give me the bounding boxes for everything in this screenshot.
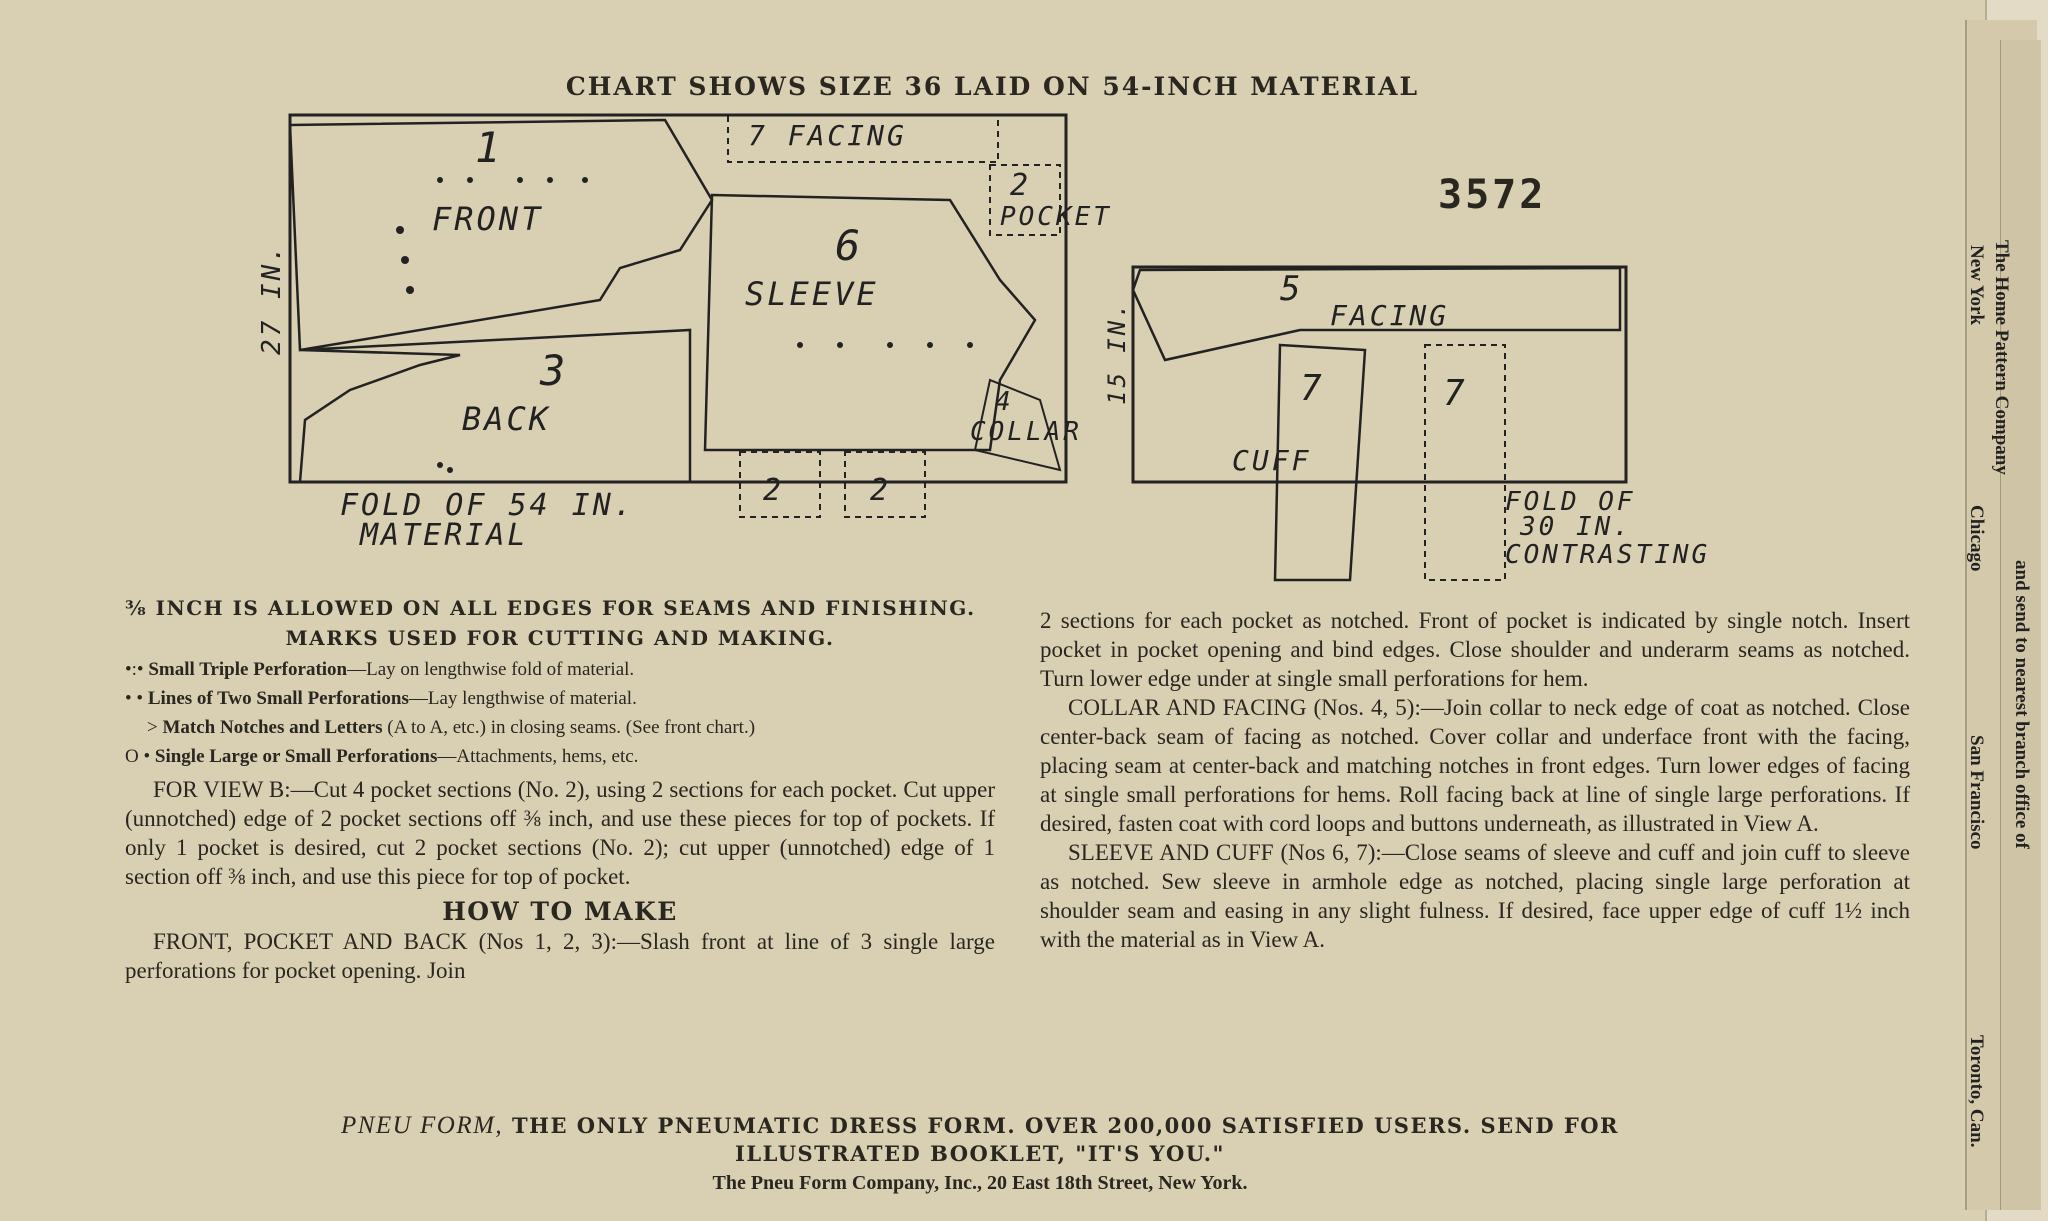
pocket-2a-number: 2	[763, 473, 785, 508]
flap-city-san-francisco: San Francisco	[1966, 735, 1987, 850]
chart-title: CHART SHOWS SIZE 36 LAID ON 54-INCH MATERIAL	[565, 72, 1420, 101]
pocket-continued: 2 sections for each pocket as notched. Front of pocket is indicated by single notch. Insert pocket in pocket opening and bind edges. Close shoulder and underarm seams as notched. Turn lower edge under at single small perforations for hem.	[1040, 608, 1910, 691]
pattern-number: 3572	[1438, 172, 1547, 218]
footer-address: The Pneu Form Company, Inc., 20 East 18th Street, New York.	[712, 1172, 1248, 1194]
pocket-2b-number: 2	[870, 473, 892, 508]
view-b-instructions: FOR VIEW B:—Cut 4 pocket sections (No. 2), using 2 sections for each pocket. Cut upper (unnotched) edge of 2 pocket sections off ⅜ inch, and use these pieces for top of pockets. If only 1 pocket is desired, cut 2 pocket sections (No. 2); cut upper (unnotched) edge of 1 section off ⅜ inch, and use this piece for top of pocket.	[125, 777, 995, 889]
piece-2-name: POCKET	[1000, 202, 1112, 232]
piece-3-name: BACK	[462, 400, 552, 438]
contrast-fold-label-2: 30 IN.	[1520, 512, 1632, 542]
flap-city-toronto: Toronto, Can.	[1966, 1035, 1987, 1148]
seam-allowance-note: ⅜ INCH IS ALLOWED ON ALL EDGES FOR SEAMS AND FINISHING.	[125, 596, 976, 620]
contrast-fold-label-3: CONTRASTING	[1505, 540, 1711, 570]
piece-6-name: SLEEVE	[745, 275, 879, 313]
marks-heading: MARKS USED FOR CUTTING AND MAKING.	[285, 626, 835, 650]
mark-desc: —Attachments, hems, etc.	[437, 746, 639, 767]
flap-company-name: The Home Pattern Company	[1991, 240, 2012, 475]
footer-line-2: ILLUSTRATED BOOKLET, "IT'S YOU."	[735, 1141, 1225, 1166]
contrast-width-label: 15 IN.	[1103, 300, 1131, 405]
piece-5-number: 5	[1280, 269, 1304, 309]
main-material-outline	[290, 115, 1066, 482]
single-perforation-symbol: O •	[125, 746, 151, 767]
mark-triple-perforation	[125, 655, 995, 684]
piece-1-name: FRONT	[432, 200, 544, 238]
mark-desc: —Lay on lengthwise fold of material.	[347, 659, 635, 680]
front-pocket-back-instructions: FRONT, POCKET AND BACK (Nos 1, 2, 3):—Slash front at line of 3 single large perforations for pocket opening. Join	[125, 929, 995, 983]
flap-send-instruction: and send to nearest branch office of	[2011, 560, 2032, 849]
notch-symbol: >	[147, 717, 158, 738]
piece-4-name: COLLAR	[970, 417, 1082, 447]
piece-5-name: FACING	[1330, 299, 1450, 332]
mark-term: Single Large or Small Perforations	[154, 746, 438, 767]
right-column	[1040, 606, 1910, 954]
mark-term: Small Triple Perforation	[148, 659, 348, 680]
footer-ad-text: THE ONLY PNEUMATIC DRESS FORM. OVER 200,000 SATISFIED USERS. SEND FOR	[511, 1113, 1620, 1138]
triple-perforation-symbol: •:•	[125, 659, 144, 680]
flap-city-new-york: New York	[1966, 245, 1987, 326]
cuff-name: CUFF	[1232, 444, 1312, 477]
two-perforation-symbol: • •	[125, 688, 144, 709]
contrast-fold-label-1: FOLD OF	[1505, 487, 1636, 517]
sleeve-cuff-instructions: SLEEVE AND CUFF (Nos 6, 7):—Close seams of sleeve and cuff and join cuff to sleeve as notched. Sew sleeve in armhole edge as notched, placing single large perforation at shoulder seam and easing in any slight fulness. If desired, face upper edge of cuff 1½ inch with the material as in View A.	[1040, 840, 1910, 952]
mark-term: Match Notches and Letters	[162, 717, 383, 738]
main-width-label: 27 IN.	[257, 243, 287, 355]
main-fold-label-1: FOLD OF 54 IN.	[340, 488, 635, 523]
piece-7-number: 7	[1443, 373, 1468, 414]
left-column	[125, 597, 995, 985]
cutting-layout-diagram	[0, 0, 1985, 600]
how-to-make-heading: HOW TO MAKE	[442, 897, 678, 926]
main-fold-label-2: MATERIAL	[360, 518, 529, 553]
piece-4-number: 4	[995, 387, 1014, 417]
footer-brand: PNEU FORM,	[340, 1112, 504, 1139]
piece-6-number: 6	[835, 221, 864, 270]
piece-3-number: 3	[540, 346, 569, 395]
flap-city-chicago: Chicago	[1966, 505, 1987, 572]
footer-line-1	[200, 1112, 1760, 1139]
sleeve-piece	[705, 195, 1035, 450]
piece-1-number: 1	[475, 123, 504, 172]
mark-two-perforations	[125, 684, 995, 713]
cuff-number: 7	[1300, 368, 1325, 409]
mark-single-perforations	[125, 742, 995, 771]
collar-facing-instructions: COLLAR AND FACING (Nos. 4, 5):—Join collar to neck edge of coat as notched. Close center-back seam of facing as notched. Cover collar and underface front with the facing, placing seam at center-back and matching notches in front edges. Turn lower edges of facing at single small perforations for hems. Roll facing back at line of single large perforations. If desired, fasten coat with cord loops and buttons underneath, as illustrated in View A.	[1040, 695, 1910, 836]
mark-term: Lines of Two Small Perforations	[147, 688, 409, 709]
piece-2-number: 2	[1010, 168, 1032, 203]
mark-desc: —Lay lengthwise of material.	[408, 688, 637, 709]
mark-notches	[125, 713, 995, 742]
mark-desc: (A to A, etc.) in closing seams. (See front chart.)	[382, 717, 756, 738]
piece-7-facing-label: 7 FACING	[748, 119, 907, 152]
